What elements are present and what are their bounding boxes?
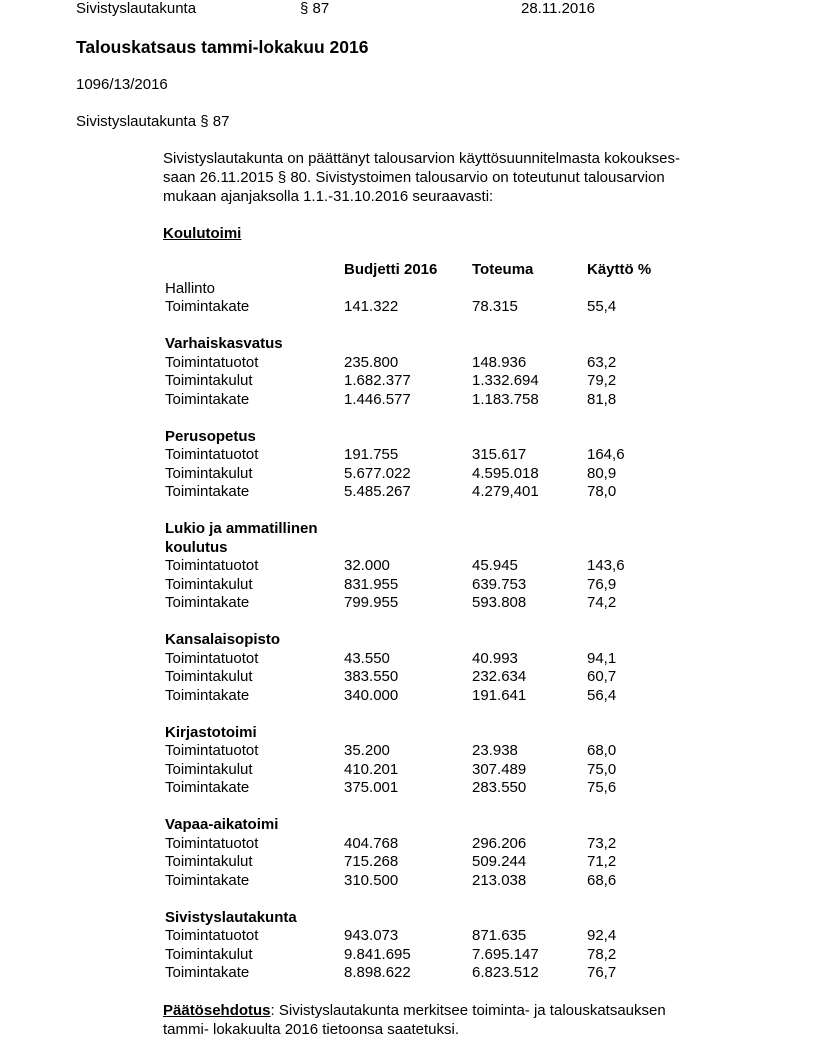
table-row bbox=[165, 446, 725, 465]
row-budget: 5.485.267 bbox=[344, 483, 411, 500]
row-actual: 593.808 bbox=[472, 594, 527, 611]
table-row bbox=[165, 946, 725, 965]
header-date: 28.11.2016 bbox=[521, 0, 595, 17]
row-budget: 9.841.695 bbox=[344, 945, 411, 963]
section-title: Koulutoimi bbox=[163, 225, 242, 242]
row-label: Toimintatuotot bbox=[165, 834, 259, 852]
row-label: Toimintatuotot bbox=[165, 446, 259, 463]
row-budget: 340.000 bbox=[344, 686, 399, 704]
row-label: Toimintatuotot bbox=[165, 353, 259, 371]
group-heading bbox=[165, 520, 725, 539]
header-committee: Sivistyslautakunta bbox=[76, 0, 197, 17]
group-heading bbox=[165, 909, 725, 928]
row-actual: 315.617 bbox=[472, 446, 527, 463]
row-actual: 4.595.018 bbox=[472, 464, 539, 482]
row-actual: 191.641 bbox=[472, 686, 527, 704]
row-usage: 63,2 bbox=[587, 353, 617, 371]
table-row bbox=[165, 594, 725, 613]
group-name-line1: Lukio ja ammatillinen bbox=[165, 520, 318, 537]
group-name: Hallinto bbox=[165, 279, 216, 297]
row-budget: 310.500 bbox=[344, 871, 399, 889]
row-usage: 56,4 bbox=[587, 686, 617, 704]
intro-line: mukaan ajanjaksolla 1.1.-31.10.2016 seuraavasti: bbox=[163, 188, 494, 205]
row-usage: 55,4 bbox=[587, 298, 617, 315]
row-label: Toimintakulut bbox=[165, 945, 253, 963]
row-budget: 1.446.577 bbox=[344, 390, 411, 408]
proposal-label: Päätösehdotus bbox=[163, 1002, 271, 1019]
row-budget: 375.001 bbox=[344, 779, 399, 796]
row-budget: 383.550 bbox=[344, 668, 399, 685]
table-row bbox=[165, 557, 725, 576]
group-name: Kansalaisopisto bbox=[165, 631, 281, 648]
table-row bbox=[165, 964, 725, 983]
row-budget: 943.073 bbox=[344, 927, 399, 944]
group-name: Varhaiskasvatus bbox=[165, 335, 283, 352]
row-label: Toimintakate bbox=[165, 964, 250, 981]
table-row bbox=[165, 354, 725, 373]
row-budget: 235.800 bbox=[344, 353, 399, 371]
table-row bbox=[165, 835, 725, 854]
row-usage: 60,7 bbox=[587, 668, 617, 685]
group-heading bbox=[165, 631, 725, 650]
row-actual: 4.279,401 bbox=[472, 483, 539, 500]
row-label: Toimintatuotot bbox=[165, 927, 259, 944]
row-actual: 283.550 bbox=[472, 779, 527, 796]
group-name-line2: koulutus bbox=[165, 538, 228, 556]
row-usage: 80,9 bbox=[587, 464, 617, 482]
row-usage: 78,2 bbox=[587, 945, 617, 963]
row-label: Toimintatuotot bbox=[165, 742, 259, 759]
row-usage: 76,9 bbox=[587, 575, 617, 593]
table-row bbox=[165, 465, 725, 484]
group-heading bbox=[165, 816, 725, 835]
table-header-row bbox=[165, 261, 725, 280]
row-usage: 143,6 bbox=[587, 557, 625, 574]
budget-table bbox=[165, 261, 725, 983]
row-label: Toimintakulut bbox=[165, 575, 253, 593]
row-label: Toimintatuotot bbox=[165, 557, 259, 574]
row-label: Toimintakulut bbox=[165, 760, 253, 778]
row-budget: 35.200 bbox=[344, 742, 390, 759]
row-label: Toimintakate bbox=[165, 686, 250, 704]
row-label: Toimintakate bbox=[165, 779, 250, 796]
row-usage: 68,0 bbox=[587, 742, 617, 759]
group-name: Kirjastotoimi bbox=[165, 723, 257, 741]
row-usage: 75,0 bbox=[587, 760, 617, 778]
table-row bbox=[165, 927, 725, 946]
intro-line: Sivistyslautakunta on päättänyt talousarvion käyttösuunnitelmasta kokoukses- bbox=[163, 150, 680, 167]
row-usage: 78,0 bbox=[587, 483, 617, 500]
group-heading bbox=[165, 280, 725, 299]
table-row bbox=[165, 372, 725, 391]
row-budget: 715.268 bbox=[344, 853, 399, 870]
row-label: Toimintakate bbox=[165, 483, 250, 500]
row-usage: 68,6 bbox=[587, 871, 617, 889]
group-name: Vapaa-aikatoimi bbox=[165, 816, 279, 833]
intro-paragraph bbox=[163, 149, 723, 206]
row-actual: 232.634 bbox=[472, 668, 527, 685]
col-header-budget: Budjetti 2016 bbox=[344, 261, 438, 278]
group-heading bbox=[165, 724, 725, 743]
intro-line: saan 26.11.2015 § 80. Sivistystoimen talousarvio on toteutunut talousarvion bbox=[163, 169, 665, 186]
row-usage: 71,2 bbox=[587, 853, 617, 870]
row-actual: 213.038 bbox=[472, 871, 527, 889]
table-row bbox=[165, 853, 725, 872]
row-label: Toimintakulut bbox=[165, 853, 253, 870]
row-actual: 23.938 bbox=[472, 742, 518, 759]
row-label: Toimintakate bbox=[165, 298, 250, 315]
table-row bbox=[165, 298, 725, 317]
row-actual: 509.244 bbox=[472, 853, 527, 870]
row-budget: 831.955 bbox=[344, 575, 399, 593]
row-label: Toimintakate bbox=[165, 594, 250, 611]
group-heading bbox=[165, 428, 725, 447]
header-section: § 87 bbox=[300, 0, 330, 17]
proposal-text-line2: tammi- lokakuulta 2016 tietoonsa saatetuksi. bbox=[163, 1021, 459, 1038]
row-label: Toimintakate bbox=[165, 871, 250, 889]
row-usage: 74,2 bbox=[587, 594, 617, 611]
group-name: Perusopetus bbox=[165, 427, 256, 445]
col-header-actual: Toteuma bbox=[472, 261, 534, 278]
proposal-text-line1: Sivistyslautakunta merkitsee toiminta- ja talouskatsauksen bbox=[274, 1002, 666, 1019]
row-budget: 1.682.377 bbox=[344, 372, 411, 389]
row-actual: 871.635 bbox=[472, 927, 527, 944]
row-label: Toimintakulut bbox=[165, 372, 253, 389]
table-row bbox=[165, 687, 725, 706]
table-row bbox=[165, 650, 725, 669]
row-usage: 75,6 bbox=[587, 779, 617, 796]
table-row bbox=[165, 779, 725, 798]
row-usage: 73,2 bbox=[587, 834, 617, 852]
group-heading bbox=[165, 335, 725, 354]
proposal-separator: : bbox=[270, 1002, 275, 1019]
row-actual: 1.183.758 bbox=[472, 390, 539, 408]
row-usage: 164,6 bbox=[587, 446, 625, 463]
row-label: Toimintakulut bbox=[165, 464, 253, 482]
row-budget: 141.322 bbox=[344, 298, 399, 315]
row-label: Toimintakate bbox=[165, 390, 250, 408]
row-usage: 94,1 bbox=[587, 649, 617, 667]
row-usage: 76,7 bbox=[587, 964, 617, 981]
row-usage: 79,2 bbox=[587, 372, 617, 389]
subheading: Sivistyslautakunta § 87 bbox=[76, 113, 230, 130]
table-row bbox=[165, 761, 725, 780]
document-title: Talouskatsaus tammi-lokakuu 2016 bbox=[76, 37, 369, 57]
decision-proposal bbox=[163, 1001, 763, 1039]
row-actual: 6.823.512 bbox=[472, 964, 539, 981]
row-usage: 81,8 bbox=[587, 390, 617, 408]
col-header-usage: Käyttö % bbox=[587, 261, 652, 278]
row-actual: 45.945 bbox=[472, 557, 518, 574]
row-budget: 404.768 bbox=[344, 834, 399, 852]
row-actual: 307.489 bbox=[472, 760, 527, 778]
table-row bbox=[165, 872, 725, 891]
row-label: Toimintakulut bbox=[165, 668, 253, 685]
table-row bbox=[165, 576, 725, 595]
table-row bbox=[165, 742, 725, 761]
row-actual: 7.695.147 bbox=[472, 945, 539, 963]
row-actual: 639.753 bbox=[472, 575, 527, 593]
row-budget: 8.898.622 bbox=[344, 964, 411, 981]
row-budget: 191.755 bbox=[344, 446, 399, 463]
table-row bbox=[165, 391, 725, 410]
table-row bbox=[165, 668, 725, 687]
row-actual: 296.206 bbox=[472, 834, 527, 852]
row-actual: 148.936 bbox=[472, 353, 527, 371]
row-actual: 40.993 bbox=[472, 649, 518, 667]
row-usage: 92,4 bbox=[587, 927, 617, 944]
row-budget: 5.677.022 bbox=[344, 464, 411, 482]
row-budget: 799.955 bbox=[344, 594, 399, 611]
row-actual: 78.315 bbox=[472, 298, 518, 315]
row-budget: 32.000 bbox=[344, 557, 390, 574]
row-budget: 410.201 bbox=[344, 760, 399, 778]
group-heading bbox=[165, 539, 725, 558]
row-budget: 43.550 bbox=[344, 649, 390, 667]
table-row bbox=[165, 483, 725, 502]
reference-number: 1096/13/2016 bbox=[76, 76, 168, 93]
row-label: Toimintatuotot bbox=[165, 649, 259, 667]
row-actual: 1.332.694 bbox=[472, 372, 539, 389]
group-name: Sivistyslautakunta bbox=[165, 908, 297, 926]
